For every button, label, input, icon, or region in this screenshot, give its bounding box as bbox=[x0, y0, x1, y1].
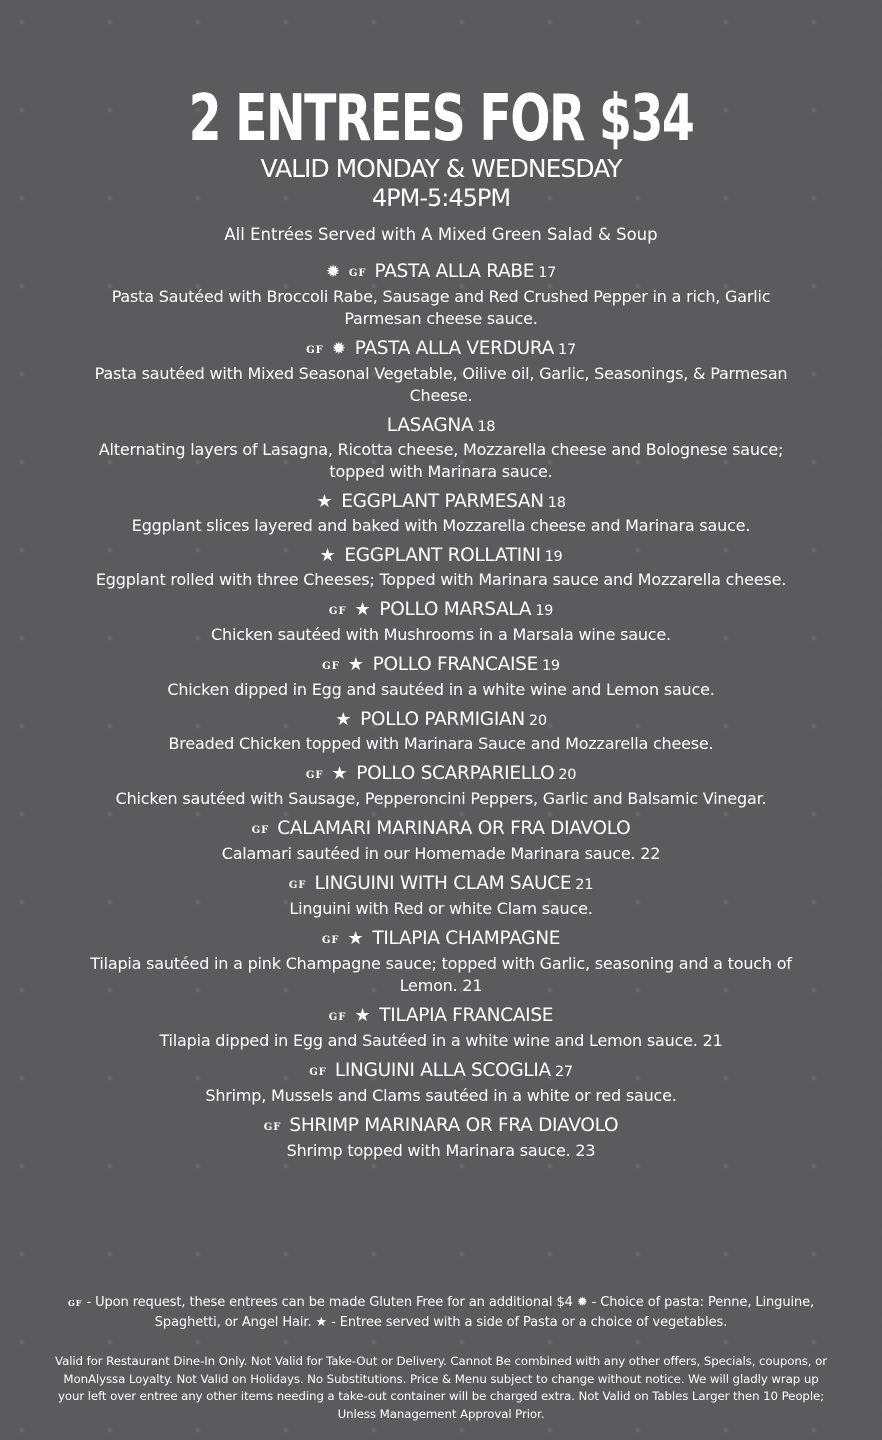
menu-item-title bbox=[70, 1059, 812, 1085]
menu-item-name: SHRIMP MARINARA OR FRA DIAVOLO bbox=[289, 1115, 619, 1136]
menu-item-name: TILAPIA FRANCAISE bbox=[379, 1005, 554, 1026]
menu-item-description: Shrimp topped with Marinara sauce. 23 bbox=[286, 1141, 596, 1160]
star-icon: ★ bbox=[354, 1005, 371, 1026]
gluten-free-icon: GF bbox=[306, 345, 324, 356]
menu-item bbox=[70, 260, 812, 330]
menu-item bbox=[70, 927, 812, 997]
burst-icon: ✹ bbox=[576, 1295, 588, 1310]
gluten-free-icon: GF bbox=[348, 268, 367, 279]
intro-text: All Entrées Served with A Mixed Green Salad & Soup bbox=[224, 225, 658, 244]
menu-item bbox=[70, 490, 812, 537]
menu-item bbox=[70, 544, 812, 591]
gluten-free-icon: GF bbox=[263, 1122, 282, 1133]
menu-item-title bbox=[70, 708, 812, 733]
menu-item-price: 18 bbox=[477, 419, 496, 435]
gluten-free-icon: GF bbox=[251, 825, 270, 836]
menu-item-name: CALAMARI MARINARA OR FRA DIAVOLO bbox=[277, 818, 631, 839]
legend-star-text: - Entree served with a side of Pasta or a choice of vegetables. bbox=[327, 1315, 728, 1330]
menu-item-name: EGGPLANT ROLLATINI bbox=[344, 545, 541, 566]
gluten-free-icon: GF bbox=[288, 880, 307, 891]
gluten-free-icon: GF bbox=[305, 770, 324, 781]
menu-item bbox=[70, 762, 812, 810]
menu-item-title bbox=[70, 544, 812, 569]
menu-item bbox=[70, 1059, 812, 1107]
legend bbox=[60, 1293, 822, 1332]
menu-item-title bbox=[70, 653, 812, 679]
gluten-free-icon: GF bbox=[328, 606, 347, 617]
headline: 2 ENTREES FOR $34 bbox=[188, 82, 694, 156]
menu-item-description: Chicken sautéed with Sausage, Pepperoncini Peppers, Garlic and Balsamic Vinegar. bbox=[115, 789, 767, 808]
menu-item-price: 17 bbox=[538, 265, 557, 281]
menu-item-name: POLLO MARSALA bbox=[379, 599, 532, 620]
burst-icon: ✹ bbox=[325, 262, 340, 282]
menu-item-title bbox=[70, 1114, 812, 1140]
star-icon: ★ bbox=[354, 599, 371, 620]
gluten-free-icon: GF bbox=[322, 661, 340, 672]
gluten-free-icon: GF bbox=[321, 935, 340, 946]
menu-item bbox=[70, 708, 812, 755]
gluten-free-icon: GF bbox=[328, 1012, 347, 1023]
menu-item-name: TILAPIA CHAMPAGNE bbox=[372, 928, 561, 949]
menu-item-price: 19 bbox=[544, 549, 563, 565]
menu-item-price: 27 bbox=[554, 1064, 573, 1080]
menu-item bbox=[70, 598, 812, 646]
menu-item bbox=[70, 653, 812, 701]
menu-item-price: 21 bbox=[575, 877, 594, 893]
star-icon: ★ bbox=[347, 928, 364, 949]
legend-burst-text: - Choice of pasta: Penne, Linguine, Spaghetti, or Angel Hair. bbox=[154, 1295, 815, 1330]
menu-item-name: LINGUINI ALLA SCOGLIA bbox=[334, 1060, 551, 1081]
gluten-free-icon: GF bbox=[67, 1298, 83, 1308]
menu-item-description: Alternating layers of Lasagna, Ricotta cheese, Mozzarella cheese and Bolognese sauce; topped with Marinara sauce. bbox=[98, 440, 784, 481]
menu-item-name: LINGUINI WITH CLAM SAUCE bbox=[314, 873, 572, 894]
menu-item-title bbox=[70, 1004, 812, 1030]
menu-item-title bbox=[70, 490, 812, 515]
menu-item-title bbox=[70, 598, 812, 624]
menu-item-name: LASAGNA bbox=[386, 415, 474, 436]
menu-item-price: 20 bbox=[528, 713, 547, 729]
menu-item-description: Eggplant slices layered and baked with Mozzarella cheese and Marinara sauce. bbox=[131, 516, 751, 535]
star-icon: ★ bbox=[319, 545, 336, 566]
legend-gf-text: - Upon request, these entrees can be made Gluten Free for an additional $4 bbox=[82, 1295, 577, 1310]
menu-item-title bbox=[70, 927, 812, 953]
menu-item-description: Breaded Chicken topped with Marinara Sauce and Mozzarella cheese. bbox=[168, 734, 714, 753]
menu-item-title bbox=[70, 337, 812, 363]
menu-item-price: 19 bbox=[535, 603, 554, 619]
menu-item-price: 17 bbox=[558, 342, 576, 358]
menu-item-description: Chicken sautéed with Mushrooms in a Marsala wine sauce. bbox=[211, 625, 671, 644]
valid-days: VALID MONDAY & WEDNESDAY bbox=[260, 154, 622, 183]
menu-item-description: Calamari sautéed in our Homemade Marinara sauce. 22 bbox=[221, 844, 661, 863]
menu-item-price: 20 bbox=[558, 767, 577, 783]
menu-item-name: POLLO SCARPARIELLO bbox=[356, 763, 555, 784]
menu-item-description: Linguini with Red or white Clam sauce. bbox=[289, 899, 593, 918]
menu-item-title bbox=[70, 762, 812, 788]
star-icon: ★ bbox=[347, 654, 364, 675]
menu-item-price: 18 bbox=[547, 495, 566, 511]
menu-item-title bbox=[70, 872, 812, 898]
menu-item-description: Eggplant rolled with three Cheeses; Topped with Marinara sauce and Mozzarella cheese. bbox=[95, 570, 787, 589]
menu-item-name: POLLO FRANCAISE bbox=[372, 654, 538, 675]
star-icon: ★ bbox=[315, 1315, 328, 1330]
menu-item-title bbox=[70, 260, 812, 286]
valid-time: 4PM-5:45PM bbox=[371, 184, 511, 212]
menu-item bbox=[70, 817, 812, 865]
menu-item-name: PASTA ALLA VERDURA bbox=[354, 338, 555, 359]
menu-item bbox=[70, 872, 812, 920]
menu-item-title bbox=[70, 817, 812, 843]
menu-item bbox=[70, 1004, 812, 1052]
menu-item-name: PASTA ALLA RABE bbox=[374, 261, 535, 282]
disclaimer: Valid for Restaurant Dine-In Only. Not Valid for Take-Out or Delivery. Cannot Be combined with any other offers, Specials, coupons, or MonAlyssa Loyalty. Not Valid on Holidays. No Substitutions. Price & Menu subject to change without notice. We will gladly wrap up your left over entree any other items needing a take-out container will be charged extra. Not Valid on Tables Larger then 10 People; Unless Management Approval Prior. bbox=[55, 1354, 827, 1421]
menu-item-name: EGGPLANT PARMESAN bbox=[341, 491, 544, 512]
menu-item-price: 19 bbox=[541, 658, 560, 674]
star-icon: ★ bbox=[316, 491, 333, 512]
menu-item-description: Pasta Sautéed with Broccoli Rabe, Sausage and Red Crushed Pepper in a rich, Garlic Parmesan cheese sauce. bbox=[111, 287, 771, 328]
menu-item-description: Tilapia sautéed in a pink Champagne sauce; topped with Garlic, seasoning and a touch of Lemon. 21 bbox=[90, 954, 792, 995]
menu-item bbox=[70, 414, 812, 483]
star-icon: ★ bbox=[331, 763, 348, 784]
menu-item-description: Chicken dipped in Egg and sautéed in a white wine and Lemon sauce. bbox=[167, 680, 715, 699]
menu-item-description: Shrimp, Mussels and Clams sautéed in a white or red sauce. bbox=[205, 1086, 677, 1105]
menu-item-description: Pasta sautéed with Mixed Seasonal Vegetable, Oilive oil, Garlic, Seasonings, & Parmesan Cheese. bbox=[94, 364, 788, 405]
gluten-free-icon: GF bbox=[309, 1067, 327, 1078]
burst-icon: ✹ bbox=[331, 339, 346, 359]
star-icon: ★ bbox=[335, 709, 352, 730]
menu-item bbox=[70, 1114, 812, 1162]
menu-items bbox=[70, 260, 812, 1169]
menu-item-title bbox=[70, 414, 812, 439]
menu-item-name: POLLO PARMIGIAN bbox=[360, 709, 525, 730]
menu-item-description: Tilapia dipped in Egg and Sautéed in a white wine and Lemon sauce. 21 bbox=[159, 1031, 723, 1050]
menu-item bbox=[70, 337, 812, 407]
